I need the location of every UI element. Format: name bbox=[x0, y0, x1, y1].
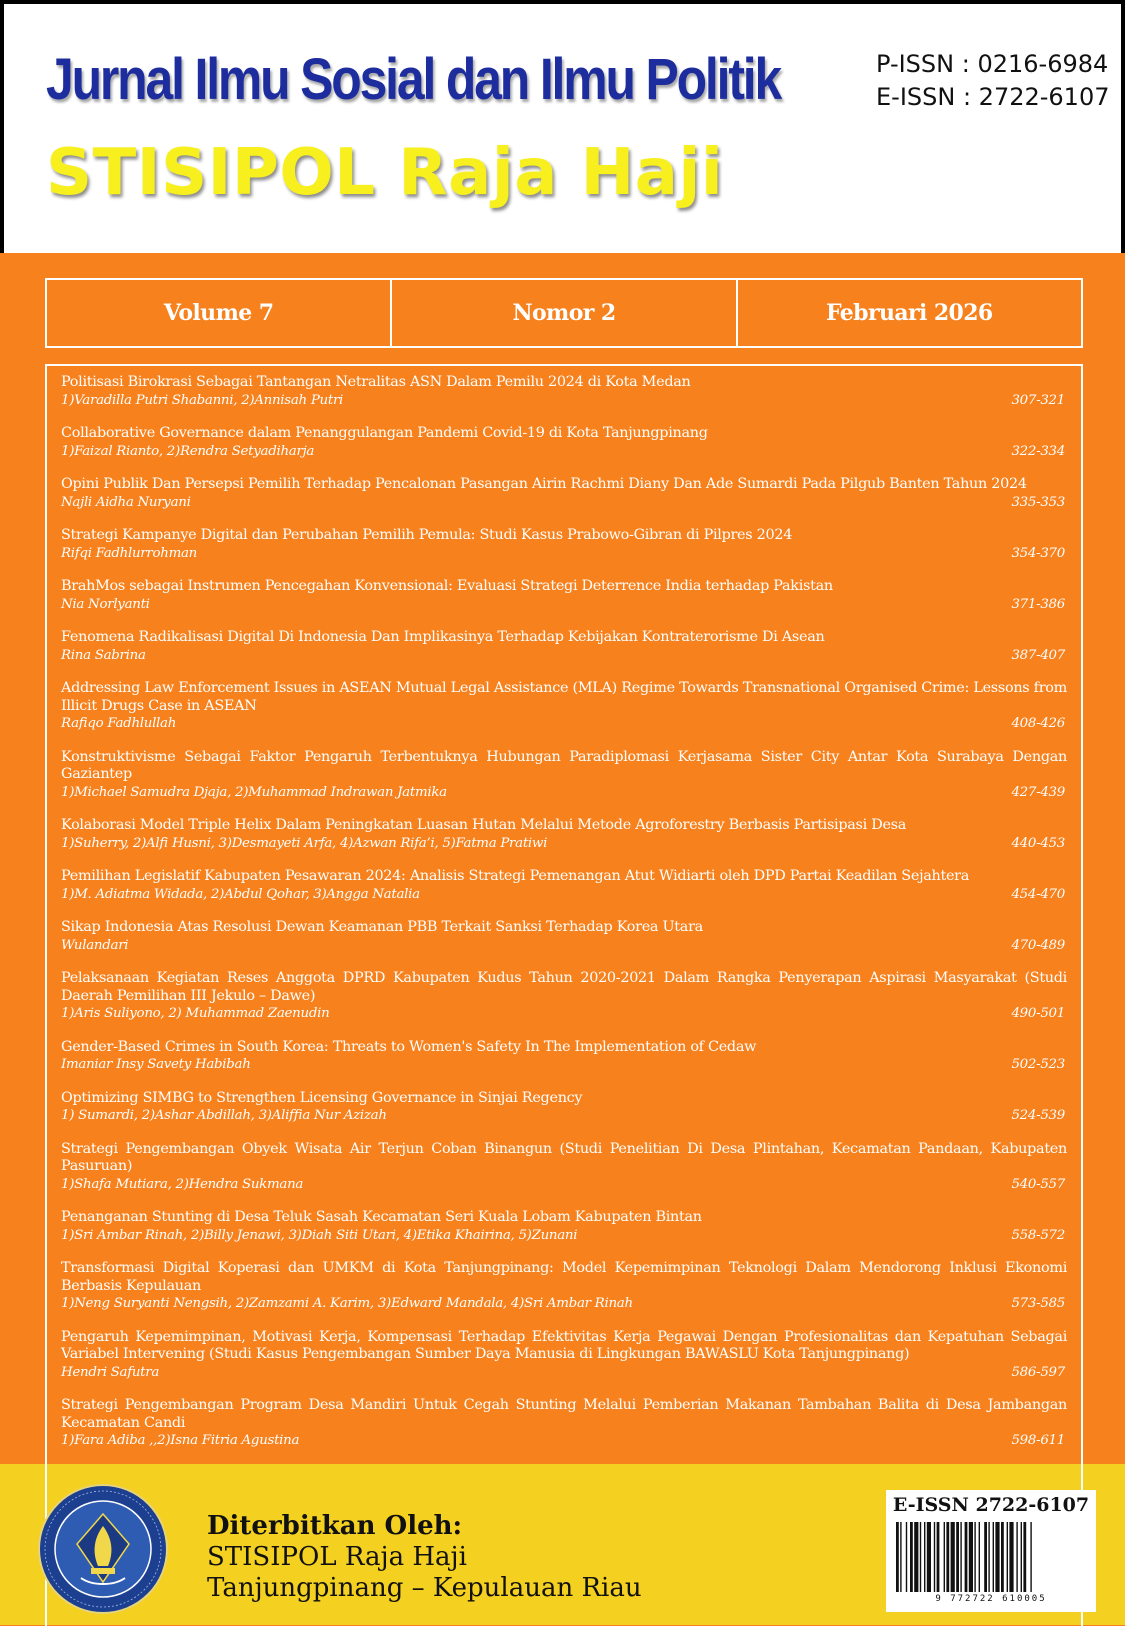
article-pages: 558-572 bbox=[1011, 1227, 1065, 1243]
article-authors: 1)M. Adiatma Widada, 2)Abdul Qohar, 3)Angga Natalia bbox=[61, 886, 420, 902]
article-title: Konstruktivisme Sebagai Faktor Pengaruh Terbentuknya Hubungan Paradiplomasi Kerjasama Sister City Antar Kota Surabaya Dengan Gaziantep bbox=[61, 748, 1067, 782]
article-authors: Rafiqo Fadhlullah bbox=[61, 716, 177, 731]
article-authors: Najli Aidha Nuryani bbox=[61, 494, 191, 510]
article-pages: 454-470 bbox=[1011, 886, 1065, 902]
article-pages: 490-501 bbox=[1011, 1006, 1065, 1021]
article-pages: 322-334 bbox=[1011, 443, 1065, 459]
article-meta bbox=[61, 1295, 1067, 1313]
article-meta bbox=[61, 1364, 1067, 1382]
toc-entry bbox=[61, 680, 1067, 733]
article-authors: Rina Sabrina bbox=[61, 647, 146, 663]
toc-entry bbox=[61, 749, 1067, 802]
issue-number: Nomor 2 bbox=[390, 280, 735, 346]
barcode-bars-icon bbox=[894, 1522, 1088, 1594]
article-pages: 502-523 bbox=[1011, 1057, 1065, 1072]
article-meta bbox=[61, 1432, 1067, 1450]
article-meta bbox=[61, 545, 1067, 563]
issue-date: Februari 2026 bbox=[736, 280, 1081, 346]
article-authors: 1)Fara Adiba ,,2)Isna Fitria Agustina bbox=[61, 1433, 300, 1448]
article-authors: 1)Faizal Rianto, 2)Rendra Setyadiharja bbox=[61, 443, 315, 459]
article-title: Kolaborasi Model Triple Helix Dalam Peningkatan Luasan Hutan Melalui Metode Agroforestry Berbasis Partisipasi Desa bbox=[61, 817, 907, 833]
cover-header bbox=[0, 0, 1125, 253]
article-pages: 540-557 bbox=[1011, 1176, 1065, 1192]
article-meta bbox=[61, 1227, 1067, 1245]
article-title: Optimizing SIMBG to Strengthen Licensing Governance in Sinjai Regency bbox=[61, 1089, 583, 1106]
article-meta bbox=[61, 937, 1067, 955]
article-title: Strategi Pengembangan Obyek Wisata Air Terjun Coban Binangun (Studi Penelitian Di Desa Plintahan, Kecamatan Pandaan, Kabupaten Pasuruan) bbox=[61, 1140, 1067, 1174]
article-pages: 408-426 bbox=[1011, 716, 1065, 731]
article-title: Politisasi Birokrasi Sebagai Tantangan Netralitas ASN Dalam Pemilu 2024 di Kota Medan bbox=[61, 374, 691, 390]
article-pages: 335-353 bbox=[1011, 494, 1065, 510]
article-meta bbox=[61, 1176, 1067, 1194]
toc-entry bbox=[61, 817, 1067, 852]
article-title: Transformasi Digital Koperasi dan UMKM di Kota Tanjungpinang: Model Kepemimpinan Teknologi Dalam Mendorong Inklusi Ekonomi Berbasis Kepulauan bbox=[61, 1260, 1067, 1294]
article-authors: 1)Sri Ambar Rinah, 2)Billy Jenawi, 3)Diah Siti Utari, 4)Etika Khairina, 5)Zunani bbox=[61, 1227, 578, 1243]
toc-entry bbox=[61, 425, 1067, 460]
article-meta bbox=[61, 596, 1067, 614]
article-meta bbox=[61, 647, 1067, 665]
article-pages: 586-597 bbox=[1011, 1364, 1065, 1380]
barcode-issn-label: E-ISSN 2722-6107 bbox=[892, 1494, 1090, 1516]
toc-entry bbox=[61, 970, 1067, 1023]
article-pages: 427-439 bbox=[1011, 784, 1065, 800]
article-title: Penanganan Stunting di Desa Teluk Sasah Kecamatan Seri Kuala Lobam Kabupaten Bintan bbox=[61, 1209, 702, 1225]
article-pages: 470-489 bbox=[1011, 937, 1065, 953]
article-title: Gender-Based Crimes in South Korea: Threats to Women's Safety In The Implementation of Cedaw bbox=[61, 1038, 757, 1055]
article-pages: 387-407 bbox=[1011, 647, 1065, 663]
article-authors: 1)Aris Suliyono, 2) Muhammad Zaenudin bbox=[61, 1006, 330, 1021]
article-title: Pengaruh Kepemimpinan, Motivasi Kerja, Kompensasi Terhadap Efektivitas Kerja Pegawai Dengan Profesionalitas dan Kepatuhan Sebagai Variabel Intervening (Studi Kasus Pengembangan Sumber Daya Manusia di Lingkungan BAWASLU Kota Tanjungpinang) bbox=[61, 1328, 1067, 1362]
cover-footer bbox=[0, 1464, 1125, 1625]
toc-entry bbox=[61, 527, 1067, 562]
article-authors: Wulandari bbox=[61, 937, 129, 953]
toc-entry bbox=[61, 374, 1067, 409]
article-authors: Rifqi Fadhlurrohman bbox=[61, 545, 197, 561]
toc-entry bbox=[61, 1260, 1067, 1313]
barcode-number: 9 772722 610005 bbox=[935, 1594, 1047, 1604]
article-authors: 1)Suherry, 2)Alfi Husni, 3)Desmayeti Arfa, 4)Azwan Rifa’i, 5)Fatma Pratiwi bbox=[61, 835, 548, 851]
issue-info-bar bbox=[45, 278, 1083, 348]
article-meta bbox=[61, 886, 1067, 904]
article-title: Fenomena Radikalisasi Digital Di Indonesia Dan Implikasinya Terhadap Kebijakan Kontraterorisme Di Asean bbox=[61, 629, 825, 645]
article-title: Strategi Pengembangan Program Desa Mandiri Untuk Cegah Stunting Melalui Pemberian Makanan Tambahan Balita di Desa Jambangan Kecamatan Candi bbox=[61, 1397, 1067, 1431]
article-title: Collaborative Governance dalam Penanggulangan Pandemi Covid-19 di Kota Tanjungpinang bbox=[61, 425, 708, 441]
article-meta bbox=[61, 835, 1067, 853]
article-meta bbox=[61, 715, 1067, 733]
publisher-location: Tanjungpinang – Kepulauan Riau bbox=[207, 1573, 642, 1603]
issn-block bbox=[876, 48, 1109, 114]
toc-entry bbox=[61, 1329, 1067, 1382]
article-authors: Hendri Safutra bbox=[61, 1364, 160, 1380]
journal-title: Jurnal Ilmu Sosial dan Ilmu Politik bbox=[46, 47, 781, 112]
toc-entry bbox=[61, 868, 1067, 903]
publisher-name: STISIPOL Raja Haji bbox=[207, 1542, 467, 1572]
toc-entry bbox=[61, 476, 1067, 511]
article-authors: 1)Shafa Mutiara, 2)Hendra Sukmana bbox=[61, 1176, 304, 1192]
article-authors: 1)Neng Suryanti Nengsih, 2)Zamzami A. Karim, 3)Edward Mandala, 4)Sri Ambar Rinah bbox=[61, 1296, 633, 1311]
article-title: Pelaksanaan Kegiatan Reses Anggota DPRD Kabupaten Kudus Tahun 2020-2021 Dalam Rangka Penyerapan Aspirasi Masyarakat (Studi Daerah Pemilihan III Jekulo – Dawe) bbox=[61, 970, 1067, 1004]
toc-entry bbox=[61, 578, 1067, 613]
stisipol-seal-icon bbox=[34, 1482, 172, 1616]
article-title: Opini Publik Dan Persepsi Pemilih Terhadap Pencalonan Pasangan Airin Rachmi Diany Dan Ade Sumardi Pada Pilgub Banten Tahun 2024 bbox=[61, 476, 1027, 492]
article-pages: 307-321 bbox=[1011, 392, 1065, 408]
article-pages: 524-539 bbox=[1011, 1108, 1065, 1123]
article-authors: 1)Michael Samudra Djaja, 2)Muhammad Indrawan Jatmika bbox=[61, 784, 447, 800]
article-pages: 354-370 bbox=[1011, 545, 1065, 561]
article-title: BrahMos sebagai Instrumen Pencegahan Konvensional: Evaluasi Strategi Deterrence India terhadap Pakistan bbox=[61, 578, 833, 594]
article-pages: 440-453 bbox=[1011, 835, 1065, 851]
toc-entry bbox=[61, 1209, 1067, 1244]
published-by-label: Diterbitkan Oleh: bbox=[207, 1511, 463, 1541]
article-title: Sikap Indonesia Atas Resolusi Dewan Keamanan PBB Terkait Sanksi Terhadap Korea Utara bbox=[61, 919, 703, 935]
article-authors: Nia Norlyanti bbox=[61, 596, 150, 612]
issue-volume: Volume 7 bbox=[163, 300, 274, 326]
article-meta bbox=[61, 1005, 1067, 1023]
article-title: Pemilihan Legislatif Kabupaten Pesawaran 2024: Analisis Strategi Pemenangan Atut Widiarti oleh DPD Partai Keadilan Sejahtera bbox=[61, 868, 970, 884]
publisher-info bbox=[207, 1510, 642, 1604]
article-authors: Imaniar Insy Savety Habibah bbox=[61, 1057, 251, 1072]
toc-entry bbox=[61, 919, 1067, 954]
article-authors: 1) Sumardi, 2)Ashar Abdillah, 3)Aliffia Nur Azizah bbox=[61, 1108, 387, 1123]
article-meta bbox=[61, 392, 1067, 410]
article-meta bbox=[61, 1056, 1067, 1074]
toc-entry bbox=[61, 1141, 1067, 1194]
e-issn: E-ISSN : 2722-6107 bbox=[876, 83, 1110, 111]
article-title: Addressing Law Enforcement Issues in ASEAN Mutual Legal Assistance (MLA) Regime Towards Transnational Organised Crime: Lessons from Illicit Drugs Case in ASEAN bbox=[61, 680, 1067, 714]
article-meta bbox=[61, 443, 1067, 461]
toc-entry bbox=[61, 1397, 1067, 1450]
toc-entry bbox=[61, 1039, 1067, 1074]
article-meta bbox=[61, 1107, 1067, 1125]
article-pages: 371-386 bbox=[1011, 596, 1065, 612]
p-issn: P-ISSN : 0216-6984 bbox=[876, 50, 1109, 78]
article-meta bbox=[61, 494, 1067, 512]
publisher-title: STISIPOL Raja Haji bbox=[46, 136, 724, 210]
article-pages: 573-585 bbox=[1011, 1296, 1065, 1311]
article-title: Strategi Kampanye Digital dan Perubahan Pemilih Pemula: Studi Kasus Prabowo-Gibran di Pilpres 2024 bbox=[61, 527, 793, 543]
article-pages: 598-611 bbox=[1011, 1433, 1065, 1448]
article-authors: 1)Varadilla Putri Shabanni, 2)Annisah Putri bbox=[61, 392, 344, 408]
table-of-contents bbox=[45, 364, 1083, 1626]
toc-entry bbox=[61, 629, 1067, 664]
article-meta bbox=[61, 784, 1067, 802]
toc-entry bbox=[61, 1090, 1067, 1125]
issn-barcode bbox=[886, 1490, 1096, 1612]
